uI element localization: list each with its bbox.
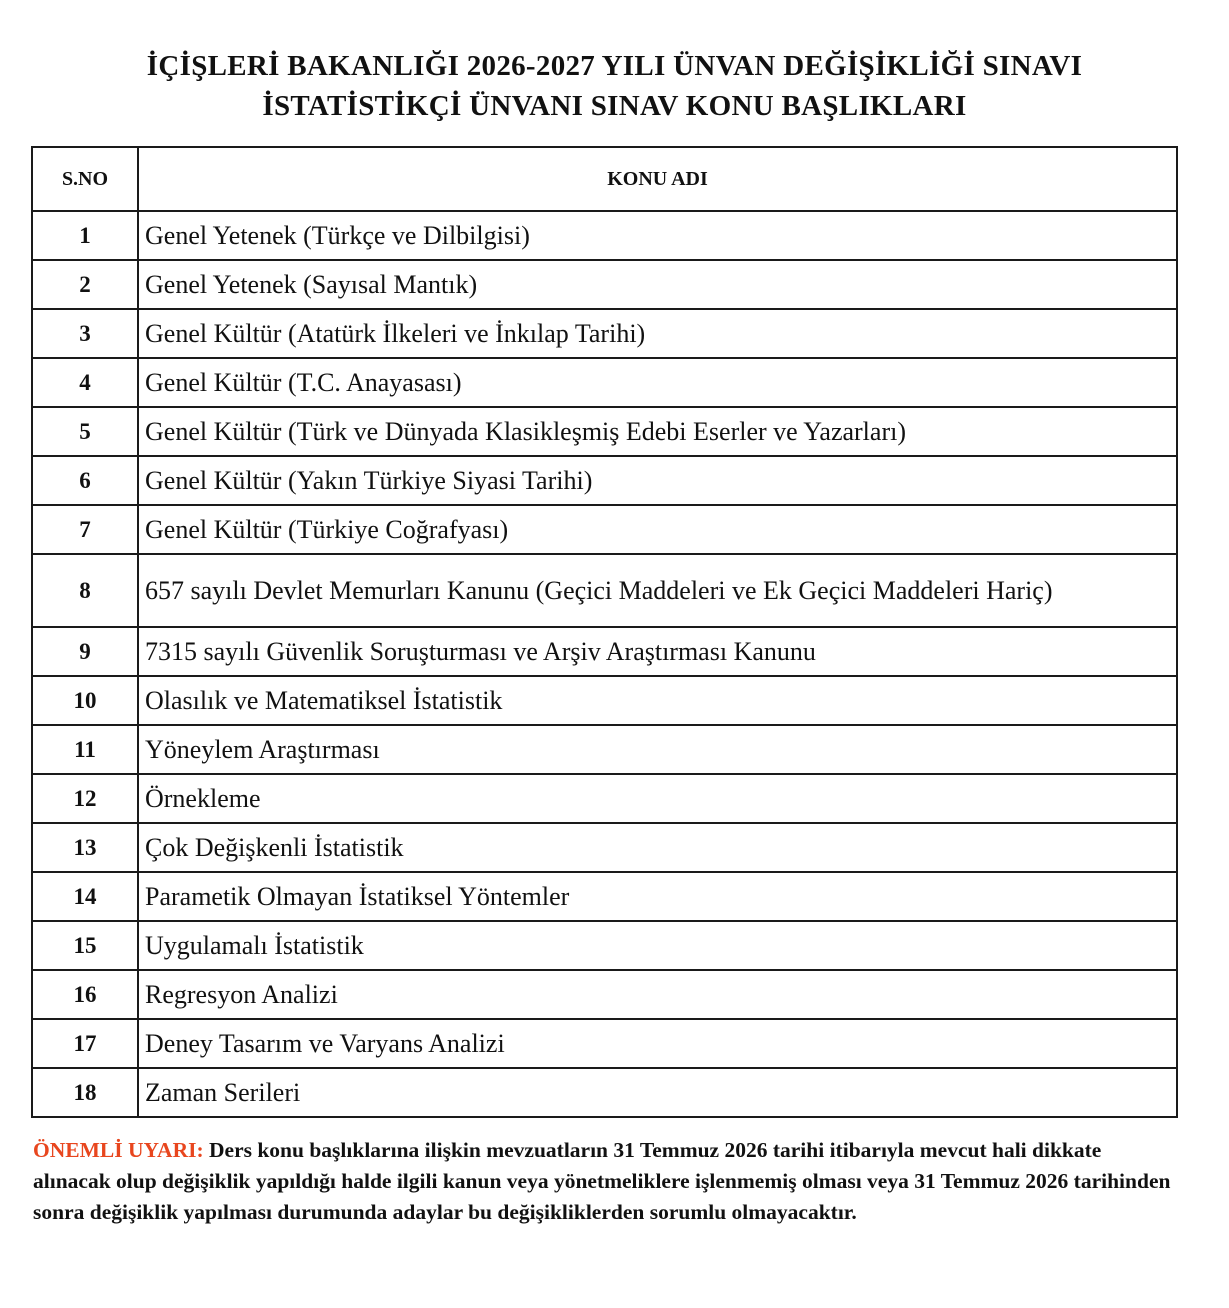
- table-row: [32, 358, 1177, 407]
- row-number: 5: [32, 407, 138, 456]
- warning-label: ÖNEMLİ UYARI:: [33, 1138, 204, 1162]
- table-row: [32, 505, 1177, 554]
- document-title: İÇİŞLERİ BAKANLIĞI 2026-2027 YILI ÜNVAN DEĞİŞİKLİĞİ SINAVI: [146, 50, 1083, 82]
- row-topic: Genel Kültür (Türk ve Dünyada Klasikleşmiş Edebi Eserler ve Yazarları): [138, 407, 1177, 456]
- table-row: [32, 970, 1177, 1019]
- table-row: [32, 921, 1177, 970]
- row-number: 13: [32, 823, 138, 872]
- row-number: 9: [32, 627, 138, 676]
- row-topic: Genel Yetenek (Türkçe ve Dilbilgisi): [138, 211, 1177, 260]
- row-topic: Parametik Olmayan İstatiksel Yöntemler: [138, 872, 1177, 921]
- table-row: [32, 309, 1177, 358]
- row-number: 18: [32, 1068, 138, 1117]
- row-topic: Örnekleme: [138, 774, 1177, 823]
- table-row: [32, 823, 1177, 872]
- row-number: 8: [32, 554, 138, 627]
- topics-table: [31, 146, 1178, 1118]
- row-topic: Olasılık ve Matematiksel İstatistik: [138, 676, 1177, 725]
- warning-text: Ders konu başlıklarına ilişkin mevzuatların 31 Temmuz 2026 tarihi itibarıyla mevcut hali dikkate alınacak olup değişiklik yapıldığı halde ilgili kanun veya yönetmeliklere işlenmemiş olması veya 31 Temmuz 2026 tarihinden sonra değişiklik yapılması durumunda adaylar bu değişikliklerden sorumlu olmayacaktır.: [33, 1138, 1171, 1224]
- row-topic: Genel Yetenek (Sayısal Mantık): [138, 260, 1177, 309]
- table-row: [32, 676, 1177, 725]
- document-subtitle: İSTATİSTİKÇİ ÜNVANI SINAV KONU BAŞLIKLARI: [262, 90, 967, 122]
- row-number: 17: [32, 1019, 138, 1068]
- table-row: [32, 407, 1177, 456]
- row-number: 6: [32, 456, 138, 505]
- row-number: 7: [32, 505, 138, 554]
- row-topic: 7315 sayılı Güvenlik Soruşturması ve Arşiv Araştırması Kanunu: [138, 627, 1177, 676]
- table-row: [32, 211, 1177, 260]
- row-number: 2: [32, 260, 138, 309]
- table-row: [32, 554, 1177, 627]
- table-row: [32, 260, 1177, 309]
- row-number: 10: [32, 676, 138, 725]
- row-topic: Zaman Serileri: [138, 1068, 1177, 1117]
- row-number: 11: [32, 725, 138, 774]
- header-no: S.NO: [32, 147, 138, 211]
- table-row: [32, 1068, 1177, 1117]
- table-row: [32, 627, 1177, 676]
- row-topic: Genel Kültür (Türkiye Coğrafyası): [138, 505, 1177, 554]
- row-topic: Çok Değişkenli İstatistik: [138, 823, 1177, 872]
- row-number: 12: [32, 774, 138, 823]
- row-topic: Genel Kültür (T.C. Anayasası): [138, 358, 1177, 407]
- row-number: 14: [32, 872, 138, 921]
- table-row: [32, 774, 1177, 823]
- row-topic: Deney Tasarım ve Varyans Analizi: [138, 1019, 1177, 1068]
- table-row: [32, 725, 1177, 774]
- row-topic: Regresyon Analizi: [138, 970, 1177, 1019]
- table-row: [32, 456, 1177, 505]
- row-number: 4: [32, 358, 138, 407]
- row-number: 16: [32, 970, 138, 1019]
- row-topic: 657 sayılı Devlet Memurları Kanunu (Geçici Maddeleri ve Ek Geçici Maddeleri Hariç): [138, 554, 1177, 627]
- row-number: 1: [32, 211, 138, 260]
- row-topic: Genel Kültür (Yakın Türkiye Siyasi Tarihi): [138, 456, 1177, 505]
- table-row: [32, 1019, 1177, 1068]
- row-topic: Uygulamalı İstatistik: [138, 921, 1177, 970]
- table-header-row: [32, 147, 1177, 211]
- table-row: [32, 872, 1177, 921]
- row-topic: Genel Kültür (Atatürk İlkeleri ve İnkılap Tarihi): [138, 309, 1177, 358]
- header-topic: KONU ADI: [138, 147, 1177, 211]
- row-number: 15: [32, 921, 138, 970]
- important-warning: [33, 1135, 1183, 1228]
- row-topic: Yöneylem Araştırması: [138, 725, 1177, 774]
- row-number: 3: [32, 309, 138, 358]
